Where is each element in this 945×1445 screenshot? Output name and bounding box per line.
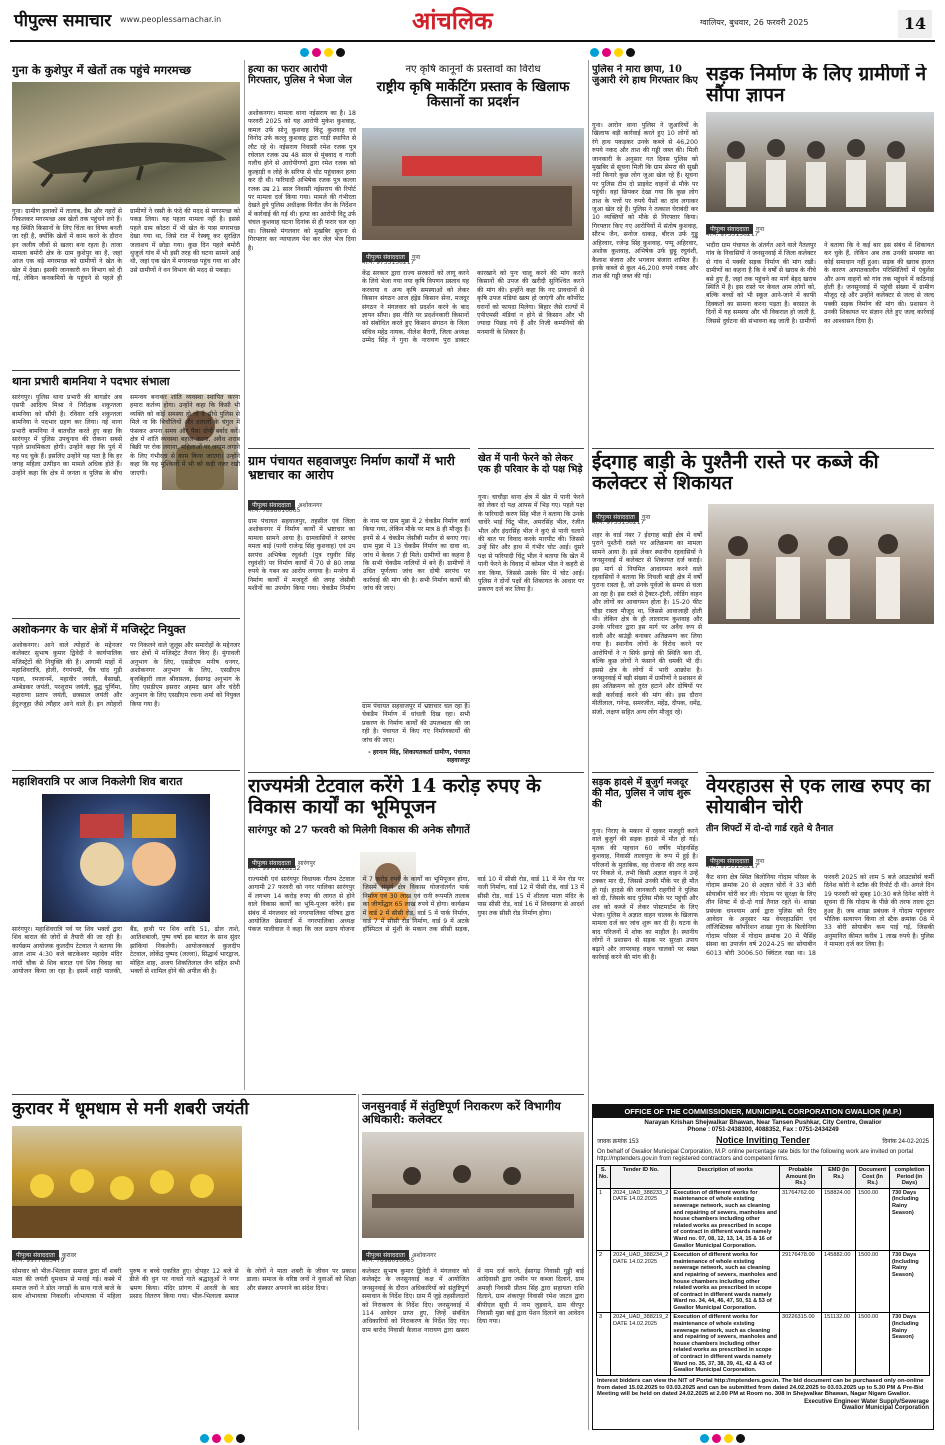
byline-place: सारंगपुर [297, 860, 316, 867]
article-body: सारंगपुर। पुलिस थाना प्रभारी की बागडोर अब एसपी आदित्य मिश्रा ने निरीक्षक शकुन्तला बामनिया को सौंपी है। रविवार रात्रि शकुन्तला बामनिया ने पदभार ग्रहण कर लिया। नई थाना प्रभारी बामनिया ने बातचीत करते हुए कहा कि सारंगपुर में पुलिस उपचुनाव की रोकना सबसे पहले प्राथमिकता होगी। उन्होंने कहा कि पुर्व में यह पद चुके हैं। इसलिए उन्होंने यह पता है कि हर जगह महिला उत्पीड़न का मामले अधिक होते हैं। उन्होंने कहा कि क्षेत्र में जनता व पुलिस के बीच समन्वय बनाकर शांति व्यवस्था स्थापित करना हमारा कर्तव्य होगा। उन्होंने कहा कि किसी भी व्यक्ति को कोई समस्या हो तो वे सीधे पुलिस से मिले ना कि बिचौलियों और दलालों के चंगुल में फंसकर अपना समय और पैसा दोनों बर्बाद करें। क्षेत्र में शांति व्यवस्था बहाल करना, अवैध शराब बिक्री पर रोक लगाना, महिलाओं पर लगाम लगाने के लिए गंभीरता से काम किया जाएगा। उन्होंने कहा कि यह मुश्किलों में भी को कड़ी नजर रखी जाएगी। [12, 394, 240, 477]
cyan-dot-icon [300, 48, 309, 57]
group-people-icon [708, 504, 934, 624]
col-amount: Probable Amount (In Rs.) [780, 1166, 822, 1189]
headline: अशोकनगर के चार क्षेत्रों में मजिस्ट्रेट नियुक्त [12, 623, 186, 636]
crowd-icon [12, 1126, 242, 1238]
cell-tender-id: 2024_UAD_388234_2 DATE 14.02.2025 [611, 1251, 671, 1313]
article-shabri-jayanti [12, 1094, 356, 1430]
byline-place: अशोकनगर [297, 502, 322, 509]
black-dot-icon [236, 1434, 245, 1443]
cell-tender-id: 2024_UAD_388219_2 DATE 14.02.2025 [611, 1313, 671, 1375]
headline: सड़क निर्माण के लिए ग्रामीणों ने सौंपा ज्ञापन [706, 64, 927, 107]
article-thana-prabhari [12, 370, 240, 614]
byline-place: अशोकनगर [411, 1252, 436, 1259]
tender-title: Notice Inviting Tender [716, 1135, 810, 1145]
cell-doc-cost: 1500.00 [856, 1251, 890, 1313]
headline: हत्या का फरार आरोपी गिरफ्तार, पुलिस ने भेजा जेल [248, 64, 352, 87]
table-row [597, 1251, 930, 1313]
col-sno: S. No. [597, 1166, 611, 1189]
article-khet-pani [478, 448, 584, 768]
divider [478, 448, 584, 449]
magenta-dot-icon [602, 48, 611, 57]
article-body-lead: शहर के वार्ड नंबर 7 ईदगाह बाड़ी क्षेत्र में वर्षों पुराने पुश्तैनी रास्ते पर अतिक्रमण का मामला सामने आया है। इसे लेकर स्थानीय रहवासियों ने जनसुनवाई में कलेक्टर से शिकायत दर्ज कराई। इस मार्ग से नियमित आवागमन करने वाले रहवासियों ने बताया कि निचली बाड़ी क्षेत्र में वर्षों पुराना रास्ता है, जो उनके पूर्वजों के समय से चला आ रहा है। इस रास्ते से ट्रैक्टर-ट्रॉली, लोडिंग वाहन और लोगों का आवागमन होता है। 15-20 फीट चौड़ा रास्ता मौजूद था, जिससे आवाजाही होती थी। लेकिन क्षेत्र के ही लालाराम कुशवाह और उनके परिवार द्वारा इस मार्ग पर अवैध रूप से वाली और बाउंड्री बनाकर अतिक्रमण कर लिया गया है। स्थानीय लोगों के विरोध करने पर आरोपियों ने न सिर्फ झगड़े की स्थिति बना दी, बल्कि कुछ लोगों ने फंसाने की धमकी भी दी। इससे क्षेत्र के लोगों में भारी आक्रोश है। जनसुनवाई में बड़ी संख्या में ग्रामीणों ने प्रशासन से इस अतिक्रमण को तुरंत हटाने और दोषियों पर कड़ी कार्रवाई करने की मांग की। इस दौरान मीतीलाल, गनेन्द्र, समरजीत, महेंद्र, दीपक, धमेंद्र, संजो, लक्षण सहित अन्य लोग मौजूद रहे। [592, 532, 702, 716]
byline-place: कुरावर [61, 1252, 77, 1259]
tender-date: दिनांक 24-02-2025 [882, 1139, 929, 1145]
quote-text: ग्राम पंचायत सहवाजपुर में भ्रष्टाचार चल रहा है। चेकडैम निर्माण में धांधली दिख रहा। सभी प्रकरण के निर्माण कार्यों की उपलब्धता की जा रही है। पंचायत में किए गए निर्माणकार्यों की जांच की जाए। [362, 703, 470, 744]
crocodile-icon [12, 82, 240, 204]
mobile-number: मो.नं. 9755130217 [706, 231, 759, 238]
mobile-number: मो.नं. 7898016065 [248, 507, 301, 514]
table-row [597, 1313, 930, 1375]
mobile-number: मो.नं. 9977883479 [12, 1257, 65, 1264]
cell-amount: 29176478.00 [780, 1251, 822, 1313]
article-jua-raid [592, 64, 698, 444]
villagers-photo [706, 112, 934, 212]
headline: महाशिवरात्रि पर आज निकलेगी शिव बारात [12, 775, 183, 788]
divider [12, 618, 240, 619]
mobile-number: मो.नं. 9755130217 [706, 863, 759, 870]
cell-tender-id: 2024_UAD_388233_2 DATE 14.02.2025 [611, 1188, 671, 1250]
col-tender-id: Tender ID No. [611, 1166, 671, 1189]
cell-description: Execution of different works for maintenance of whole existing sewerage network, such as cleaning and repairing of sewers, manholes and house chambers including other related works as prescribed in scope of contract in different wards namely Ward no. 35, 37, 38, 39, 41, 42 & 43 of Gwalior Municipal Corporation. [671, 1313, 780, 1375]
byline-label: पीपुल्स संवाददाता [706, 224, 753, 234]
cell-period: 730 Days (Including Rainy Season) [890, 1313, 930, 1375]
deity-icon [42, 794, 210, 922]
crocodile-photo [12, 82, 240, 204]
tender-phone: Phone : 0751-2438300, 4088352, Fax : 0751-2434249 [687, 1126, 839, 1133]
byline-label: पीपुल्स संवाददाता [362, 1250, 409, 1260]
article-body: गुना। ग्रामीण इलाकों में तालाब, डैम और नहरों से निकलकर मगरमच्छ अब खेतों तक पहुंचने लगे हैं। यह स्थिति किसानों के लिए चिंता का विषय बनती जा रही है, क्योंकि खेतों में काम करने के दौरान इन जलीय जीवों से खतरा बना रहता है। ताजा मामला बमोरी क्षेत्र के ग्राम कुशेपुर का है, जहां आज एक बड़े मगरमच्छ को ग्रामीणों ने खेत के खेत में देखा। इसकी जानकारी वन विभाग को दी गई, लेकिन कनकमियों के पहुंचने से पहले ही ग्रामीणों ने रस्सी के फंदे की मदद से मगरमच्छ को पकड़ लिया। यह पहला मामला नहीं है। इससे पहले ग्राम कोठरा में भी खेत के पास मगरमच्छ देखा गया था, जिसे रात में रेस्क्यू कर सुरक्षित जलाशय में छोड़ा गया। कुछ दिन पहले बमोरी थुजूर्ज गांव में भी इसी तरह की घटना सामने आई थी, जहां एक खेत में मगरमच्छ पहुंच गया था और उसे ग्रामीणों ने वन विभाग की मदद से पकड़ा। [12, 208, 240, 283]
divider [12, 770, 240, 771]
shiv-photo [42, 794, 210, 922]
protest-photo [362, 128, 584, 240]
divider [248, 772, 584, 773]
registration-marks-bottom [0, 1434, 945, 1444]
masthead-rule [10, 40, 935, 42]
quote-signature: - हरनाम सिंह, शिकायतकर्ता ग्रामीण, पंचायत सहवाजपुर [368, 749, 470, 765]
cell-doc-cost: 1500.00 [856, 1188, 890, 1250]
article-body: सारंगपुर। महाशिवरात्रि पर्व पर शिव भक्तों द्वारा शिव बारात की जोरों से तैयारी की जा रही है। कार्यक्रम आयोजक कुलदीप टेटवाल ने बताया कि आज शाम 4:30 बजे बाटकेश्वर महादेव मंदिर गांधी चौक से शिव बारात एवं शिव विवाह का आयोजन किया जा रहा है। इसमें शाही पालकी, बैंड, हाथी पर शिव शादि 51, ढोल ताशे, आतिशबाजी, पुष्प वर्षा इस बारात के साथ सुंदर झांकियां निकलेगी। आयोजनकर्ता कुलदीप टेटवाल, लोकेंद्र पुष्पद (लल्ला), सिद्धार्थ भारद्वाज, मोहित शाह, अजय शिकतिलाल जैन सहित सभी भक्तों से शामिल होने की अपील की है। [12, 926, 240, 976]
yellow-dot-icon [324, 48, 333, 57]
meeting-icon [362, 1132, 584, 1238]
article-body: ग्राम पंचायत सहवाजपुर, तहसील एवं जिला अशोकनगर में निर्माण कार्यों में भ्रष्टाचार का मामला सामने आया है। ग्रामवासियों ने सरपंच ममता बाई (पत्नी राजेन्द्र सिंह कुशवाह) एवं उप सरपंच अभिषेक रघुवंशी (पुत्र रघुवीर सिंह रघुवंशी) पर निर्माण कार्यों में 70 से 80 लाख रुपये के गबन का आरोप लगाया है। मनरेगा में निर्माण कार्यों में मजदूरों की जगह जेसीबी मशीनों का उपयोग किया गया। चेकडैम निर्माण के नाम पर ग्राम मुन्ना में 2 चेकडैम निर्माण कार्य किया गया, लेकिन मौके पर मात्र 8 ही मौजूद हैं। इनमें से 4 चेकडैम जेसीबी मशीन से बनाए गए। ग्राम मुन्ना में 13 चेकडैम निर्माण का दावा था, जांच में केवल 7 ही मिले। ग्रामीणों का कहना है कि सभी चेकडैम नालियों में बने हैं। ग्रामीणों ने उचित पूर्णतया जांच कर दोषी सरपंच पर कार्रवाई की मांग की है। सभी निर्माण कार्यों की जांच की जाए। [248, 518, 470, 593]
tender-notice [592, 1104, 934, 1430]
byline-place: गुना [641, 514, 651, 521]
cyan-dot-icon [700, 1434, 709, 1443]
headline: ईदगाह बाड़ी के पुश्तैनी रास्ते पर कब्जे की कलेक्टर से शिकायत [592, 451, 879, 495]
tender-table [596, 1165, 930, 1376]
article-body: कलेक्टर सुभाष कुमार द्विवेदी ने मंगलवार को कलेक्ट्रेट के जनसुनवाई कक्ष में आयोजित जनसुनवाई के दौरान अधिकारियों को संतुष्टिपूर्ण समाधान के निर्देश दिए। ग्राम मैं जुड़े तहसीलदारों को निराकरण के निर्देश दिए। जनसुनवाई में 114 आवेदन प्राप्त हुए, जिन्हें संबंधित अधिकारियों को निराकरण के निर्देश दिए गए। ग्राम बारोद निवासी कैलाश नारायण द्वारा खसरा में नाम दर्ज करने, ईसागढ़ निवासी गुड्डी बाई आदिवासी द्वारा जमीन पर कब्जा दिलाने, ग्राम अमाही निवासी प्रीतम सिंह द्वारा सहायता राशि दिलाने, ग्राम शंकरपुर निवासी रमेश जाटव द्वारा बीपीएल सूची में नाम जुड़वाने, ग्राम वीरपुर निवासी मुन्ना बाई द्वारा पेंशन दिलाने का आवेदन दिया गया। [362, 1268, 584, 1334]
headline: पुलिस ने मारा छापा, 10 जुआरी रंगे हाथ गिरफ्तार किए [592, 64, 698, 87]
article-idgah-encroachment [592, 448, 934, 768]
byline-place: गुना [411, 254, 421, 261]
column-rule [244, 60, 245, 1090]
cell-description: Execution of different works for maintenance of whole existing sewerage network, such as cleaning and repairing of sewers, manholes and house chambers including other related works as prescribed in scope of contract in different wards namely Ward no. 07, 08, 12, 13, 14, 15 & 16 of Gwalior Municipal Corporation. [671, 1188, 780, 1250]
cell-period: 730 Days (Including Rainy Season) [890, 1251, 930, 1313]
cell-sno: 3 [597, 1313, 611, 1375]
headline: सड़क हादसे में बुजुर्ग मजदूर की मौत, पुलिस ने जांच शुरू की [592, 777, 691, 810]
magenta-dot-icon [312, 48, 321, 57]
article-body: अशोकनगर। मामला थाना नईसराय का है। 18 फरवरी 2025 को यह आरोपी मुकेश कुशवाह, कमल उर्फ सोनू कुशवाह किंटू कुशवाह एवं विनोद उर्फ कल्लु कुशवाह द्वारा गाड़ी स्थापित से लौट रहे थे। नईसराय निवासी रमेश रजक पुत्र रघेलाल रजक उम्र 48 साल से मुंबवाद व गाली गलौच होने से आरोपीगणों द्वारा रमेश रजक को कुल्हाड़ी व लोहे के सरिया से चोट पहुंचाकर हत्या कर दी थी। फरियादी अभिषेक रजक पुत्र कल्ला रजक उम्र 21 साल निवासी नईसराय की रिपोर्ट पर मामला दर्ज किया गया। मामले की गंभीरता देखते हुये पुलिस अधीक्षक विनीत जैन के निर्देशन में कार्रवाई की गई थी। हत्या का आरोपी विटू उर्फ चंचल कुशवाह घटना दिनांक से ही फरार चल रहा था। जिसको मंगलवार को मुखबिर सूचना से गिरफ्तार कर न्यायालय पेश कर जेल भेज दिया है। [248, 110, 356, 252]
article-magistrate [12, 618, 240, 766]
headline: कुरावर में धूमधाम से मनी शबरी जयंती [12, 1099, 249, 1119]
headline: खेत में पानी फेरने को लेकर एक ही परिवार के दो पक्ष भिड़े [478, 453, 583, 475]
table-row [597, 1188, 930, 1250]
black-dot-icon [626, 48, 635, 57]
mobile-number: मो.नं. 9755130217 [362, 259, 415, 266]
magenta-dot-icon [212, 1434, 221, 1443]
cyan-dot-icon [590, 48, 599, 57]
procession-photo [12, 1126, 242, 1238]
cell-emd: 158824.00 [822, 1188, 856, 1250]
yellow-dot-icon [724, 1434, 733, 1443]
magenta-dot-icon [712, 1434, 721, 1443]
mobile-number: मो.नं. 7898016065 [362, 1257, 415, 1264]
divider [12, 1094, 356, 1095]
article-body: राज्यमंत्री एवं सारंगपुर विधायक गौतम टेटवाल आगामी 27 फरवरी को नगर पालिका सारंगपुर में लगभग 14 करोड़ रुपए की लागत से होने वाले विकास कार्यों का भूमि-पूजन करेंगे। इस संबंध में मंगलवार को नगरपालिका परिषद द्वारा आयोजित प्रेसवार्ता में नगरपालिका अध्यक्ष पंकज पालीवाल ने कहा कि जल प्रदाय योजना में 7 करोड़ रुपये के कार्यों का भूमिपूजन होगा, जिसमें संपूर्ण क्षेत्र विकास योजनांतर्गत पार्क निर्माण एवं 30 लाख एवं रानी रूपमति तालाब का जीर्णोद्धार 65 लाख रुपये में होगा। कार्यक्रम में वार्ड 2 में सीसी रोड, वार्ड 5 में पार्क निर्माण, वार्ड 7 में सीसी रोड निर्माण, वार्ड 9 में अटके हॉस्पिटल से मुंशी के मकान तक सीसी सड़क, वार्ड 10 में सीसी रोड, वार्ड 11 में मेन रोड पर नाली निर्माण, वार्ड 12 में पीसी रोड, वार्ड 13 में सीसी रोड, वार्ड 15 में शीतला माता मंदिर के पास सीसी रोड, वार्ड 16 में शिवसागर से आदर्श गुफा तक सीसी रोड निर्माण होगा। [248, 876, 584, 934]
column-rule [588, 60, 589, 1430]
black-dot-icon [736, 1434, 745, 1443]
article-soyabean-theft [706, 772, 934, 1090]
article-body: गुना। चाचौड़ा थाना क्षेत्र में खेत में पानी फेरने को लेकर दो पक्ष आपस में भिड़ गए। पहले पक्ष के फरियादी करण सिंह भील ने बताया कि उनके चाचेरे भाई चिंटू भील, अमरसिंह भील, रंजीत भील और इंदरसिंह भील ने कुएं से पानी चलाने की बात पर विवाद करके मारपीट की। जिससे उन्हें सिर और हाथ में गंभीर चोट आई। दूसरे पक्ष से फरियादी चिंटू भील ने बताया कि खेत में पानी फेरने के विवाद में कोमल भील ने कहरी से वार किया, जिससे उसके सिर में चोट आई। पुलिस ने दोनों पक्षों की शिकायत के आधार पर प्रकरण दर्ज कर लिया है। [478, 494, 584, 594]
kicker: नए कृषि कानूनों के प्रस्तावों का विरोध [405, 64, 541, 75]
quote-box [362, 702, 470, 766]
article-kisan-protest [362, 64, 584, 444]
article-body: गुना। आरोन थाना पुलिस ने जुआरियों के खिलाफ बड़ी कार्रवाई करते हुए 10 लोगों को रंगे हाथ पकड़कर उनके कब्जे से 46,200 रुपये नकद और ताश की गड्डी जब्त की। मिली जानकारी के अनुसार गत दिवस पुलिस को मुखबिर से सूचना मिली कि ग्राम सेमरा की सूखी नदी किनारे कुछ लोग जुआ खेल रहे हैं। सूचना पर पुलिस टीम दो प्राइवेट वाहनों से मौके पर पहुंची। वहां छिपकर देखा गया कि कुछ लोग ताश के पत्तों पर रुपये पैसों का दांव लगाकर जुआ खेल रहे हैं। पुलिस ने तत्काल घेराबंदी कर 10 व्यक्तियों को मौके से गिरफ्तार किया। गिरफ्तार किए गए आरोपियों में संतोष कुशवाह, सौरभ जैन, सनोज धाकड़, बीरज उर्फ गुड्डू अहिरवार, रजेन्द्र सिंह कुशवाह, पप्पू अहिरवार, अशोक कुशवाह, अभिषेक उर्फ छुट्टू रघुवंशी, कैलाश बंजारा और भगवान बंजारा शामिल हैं। इनके कब्जे से कुल 46,200 रुपये नकद और ताश की गड्डी जब्त की गई। [592, 122, 698, 281]
byline-label: पीपुल्स संवाददाता [362, 252, 409, 262]
byline-label: पीपुल्स संवाददाता [248, 500, 295, 510]
yellow-dot-icon [224, 1434, 233, 1443]
cell-period: 730 Days (Including Rainy Season) [890, 1188, 930, 1250]
byline-label: पीपुल्स संवाददाता [706, 856, 753, 866]
cell-emd: 151132.00 [822, 1313, 856, 1375]
article-body: भदौरा ग्राम पंचायत के अंतर्गत आने वाले नैतलपुर गांव के निवासियों ने जनसुनवाई में जिला कलेक्टर से गांव में पक्की सड़क निर्माण की मांग रखी। ग्रामीणों का कहना है कि वे वर्षों से खराब के नीचे बसे हुए हैं, जहां तक पहुंचने का मार्ग बेहद खराब स्थिति में है। इस रास्ते पर केवल आम लोगों को, बल्कि बच्चों को भी स्कूल आने-जाने में काफी दिक्कतों का सामना करना पड़ता है। बरसात के दिनों में यह समस्या और भी विकराल हो जाती है, जिससे दुर्घटना की संभावना बढ़ जाती है। ग्रामीणों ने बताया कि वे कई बार इस संबंध में शिकायत कर चुके हैं, लेकिन अब तक उनकी समस्या का कोई समाधान नहीं हुआ। सड़क की खराब हालत के कारण आपातकालीन परिस्थितियों में एंबुलेंस और अन्य वाहनों को गांव तक पहुंचने में कठिनाई होती है। जनसुनवाई में पहुंची संख्या में ग्रामीण मौजूद रहे और उन्होंने कलेक्टर से जल्द से जल्द पक्की सड़क निर्माण की मांग की। प्रशासन ने उनकी शिकायत पर संज्ञान लेते हुए जल्द कार्रवाई का आश्वासन दिया है। [706, 242, 934, 325]
byline-label: पीपुल्स संवाददाता [592, 512, 639, 522]
divider [592, 448, 934, 449]
column-rule [358, 1094, 359, 1430]
headline: थाना प्रभारी बामनिया ने पदभार संभाला [12, 375, 170, 388]
article-body: कैंट थाना क्षेत्र स्थित बिलोनिया गोदाम परिसर के गोदाम क्रमांक 20 से अज्ञात चोरों ने 33 बोरी सोयाबीन चोरी कर ली। गोदाम पर सुरक्षा के लिए तीन शिफ्ट में दो-दो गार्ड तैनात रहते थे। शाखा प्रबंधक धनश्याम आर्य द्वारा पुलिस को दिए आवेदन के अनुसार मप्र वेयरहाउसिंग एवं लॉजिस्टिक्स कॉर्पोरेशन शाखा गुना के बिलोनिया गोदाम परिसर में गोदाम क्रमांक 20 में भैसिंह संस्था का उपार्जन वर्ष 2024-25 का सोयाबीन 6013 बोरी 3006.50 क्विंटल रखा था। 18 फरवरी 2025 को शाम 5 बजे आउटसोर्स कर्मी दिनेश कोरी ने स्टॉक की रिपोर्ट दी थी। अगले दिन 19 फरवरी को सुबह 10:30 बजे दिनेश कोरी ने सूचना दी कि गोदाम के पीछे की तरफ ताला टूटा हुआ है। जब शाखा प्रबंधक ने गोदाम पहुंचकर भौतिक सत्यापन किया तो स्टैक क्रमांक 08 में 33 बोरी सोयाबीन कम पाई गई, जिसकी अनुमानित कीमत करीब 1 लाख रुपये है। पुलिस ने मामला दर्ज कर लिया है। [706, 874, 934, 957]
byline-place: गुना [755, 226, 765, 233]
col-emd: EMD (In Rs.) [822, 1166, 856, 1189]
yellow-dot-icon [614, 48, 623, 57]
cell-sno: 1 [597, 1188, 611, 1250]
article-murder-accused [248, 64, 356, 444]
subheadline: तीन शिफ्टों में दो-दो गार्ड रहते थे तैनात [706, 823, 834, 834]
tender-footer: Interest bidders can view the NIT of Portal http://mptenders.gov.in. The bid document can be purchased only on-online from dated 15.02.2025 to 03.03.2025 and can be submitted from dated 24.02.2025 to 03.03.2025 up to 5.30 PM & Pre-Bid Meeting will be held on dated 24.02.2025 at 2.00 PM at Room no. 308 in Shejwalkar Bhawan, Nagar Nigam Gwalior. [597, 1377, 924, 1398]
cell-doc-cost: 1500.00 [856, 1313, 890, 1375]
subheadline: सारंगपुर को 27 फरवरी को मिलेगी विकास की अनेक सौगातें [248, 824, 470, 836]
cell-sno: 2 [597, 1251, 611, 1313]
article-shiv-barat [12, 770, 240, 1020]
complainants-photo [708, 504, 934, 624]
page-number: 14 [898, 10, 932, 38]
tender-signature-org: Gwalior Municipal Corporation [841, 1405, 929, 1412]
cell-emd: 145882.00 [822, 1251, 856, 1313]
divider [12, 370, 240, 371]
headline: गुना के कुशेपुर में खेतों तक पहुंचे मगरमच्छ [12, 64, 191, 77]
divider [706, 772, 934, 773]
jansunvai-photo [362, 1132, 584, 1238]
tender-intro: On behalf of Gwalior Municipal Corporation, M.P. online percentage rate bids for the following work are invited on portal http://mptenders.gov.in from registered contractors and competent firms. [597, 1149, 914, 1162]
article-road-memorandum [706, 64, 934, 442]
cell-description: Execution of different works for maintenance of whole existing sewerage network, such as cleaning and repairing of sewers, manholes and house chambers including other related works as prescribed in scope of contract in different wards namely Ward no. 34, 44, 46, 47, 50, 51 & 53 of Gwalior Municipal Corporation. [671, 1251, 780, 1313]
tender-office: OFFICE OF THE COMMISSIONER, MUNICIPAL CORPORATION GWALIOR (M.P.) [593, 1105, 933, 1118]
divider [362, 1094, 584, 1095]
tender-address: Narayan Krishan Shejwalkar Bhawan, Near Tansen Pushkar, City Centre, Gwalior [644, 1119, 882, 1126]
headline: राष्ट्रीय कृषि मार्केटिंग प्रस्ताव के खिलाफ किसानों का प्रदर्शन [376, 78, 570, 111]
byline-label: पीपुल्स संवाददाता [248, 858, 295, 868]
brand-logo: पीपुल्स समाचार [14, 11, 112, 31]
table-header-row [597, 1166, 930, 1189]
mobile-number: मो.नं. 9977018132 [248, 865, 301, 872]
section-title: आंचलिक [412, 6, 493, 35]
headline: ग्राम पंचायत सहवाजपुरः निर्माण कार्यों में भारी भ्रष्टाचार का आरोप [248, 453, 455, 483]
col-description: Description of works [671, 1166, 780, 1189]
cell-amount: 30226315.00 [780, 1313, 822, 1375]
article-body: अशोकनगर। आने वाले त्योहारों के मद्देनजर कलेक्टर सुभाष कुमार द्विवेदी ने कार्यपालिक मजिस्ट्रेटों की नियुक्ति की है। आगामी माहों में महाशिवरात्रि, होली, रंगपंचमी, चैत्र चांद गुड़ी पड़वा, रमजानमें, महावीर जयंती, बैसाखी, अम्बेडकर जयंती, परशुराम जयंती, बुद्ध पूर्णिमा, महाराणा प्रताप जयंती, छत्रसाल जयंती और ईदुज्जुहा जैसे त्यौहार आने वाले हैं। इन त्योहारों पर निकलने वाले जुलूस और समारोहों के मद्देनजर चार क्षेत्रों में मजिस्ट्रेट तैनात किए हैं। मुंगावली अनुभाग के लिए, एसडीएम मनीष धनगर, अशोकनगर अनुभाग के लिए, एसडीएम बृजबिहारी लाल श्रीवास्तव, ईसागढ़ अनुभाग के लिए एसडीएम इसरार अहमद खान और चंदेरी अनुभाग के लिए एसडीएम रचना शर्मा को नियुक्त किया गया है। [12, 642, 240, 708]
col-period: completion Period (in Days) [890, 1166, 930, 1189]
site-url[interactable]: www.peoplessamachar.in [120, 15, 222, 24]
registration-marks-top [300, 48, 645, 58]
article-minister-bhoomipujan [248, 772, 584, 1090]
article-body: केंद्र सरकार द्वारा राज्य सरकारों को लागू करने के लिये भेजा गया नया कृषि विपणन प्रस्ताव यह करवाया व अन्य कृषि समस्याओं को लेकर किसान संगठन आज हंड्रेड किसान सेना, मजदूर संगठन ने मंगलवार को प्रदर्शन करने के बाद ज्ञापन सौंपा। इस नीति पर प्रदर्शनकारी किसानों को संबोधित करते हुए किसान संगठन के जिला सचिव महेंद्र नायक, नीलेश बैरागी, जिला अध्यक्ष उम्मेद सिंह ने गुना के नारायण पुरा डाक्टर कारखाने को पुनः चालू करने की मांग करते किसानों की उपज की खरीदी सुनिश्चित करने की मांग की। इन्होंने कहा कि नए प्रावधानों से कृषि उपज मंडियां खत्म हो जाएंगी और कॉर्पोरेट घरानों को फायदा मिलेगा। बिहार जैसे राज्यों में एपीएमसी मंडियां न होने से किसान और भी ज्यादा पिछड़ गये हैं और निजी कम्पनियों की मनमानी के शिकार हैं। [362, 270, 584, 345]
masthead [0, 0, 945, 44]
group-people-icon [706, 112, 934, 212]
protest-crowd-icon [362, 128, 584, 240]
tender-ref: जावक क्रमांक 153 [597, 1139, 639, 1145]
headline: वेयरहाउस से एक लाख रुपए का सोयाबीन चोरी [706, 775, 931, 819]
article-crocodile [12, 64, 240, 364]
cell-amount: 31764762.00 [780, 1188, 822, 1250]
article-gram-panchayat [248, 448, 470, 768]
headline: जनसुनवाई में संतुष्टिपूर्ण निराकरण करें विभागीय अधिकारी: कलेक्टर [362, 1099, 561, 1127]
byline-place: गुना [755, 858, 765, 865]
article-body: गुना। निराए के मकान में रहकर मजदूरी करने वाले बुजुर्ग की सड़क हादसे में मौत हो गई। मृतक की पहचान 60 वर्षीय मोहनसिंह कुशवाह, निवासी तालापुरा के रूप में हुई है। परिजनों के मुताबिक, वह रोजाना की तरह काम पर निकले थे, तभी किसी अज्ञात वाहन ने उन्हें टक्कर मार दी, जिससे उनकी मौके पर ही मौत हो गई। हादसे की जानकारी राहगीरों ने पुलिस को दी, जिसके बाद पुलिस मौके पर पहुंची और शव को कब्जे में लेकर पोस्टमार्टम के लिए भेजा। पुलिस ने अज्ञात वाहन चालक के खिलाफ मामला दर्ज कर जांच शुरू कर दी है। घटना के बाद परिजनों में शोक का माहौल है। स्थानीय लोगों ने प्रशासन से सड़क पर सुरक्षा उपाय बढ़ाने और लापरवाह वाहन चालकों पर सख्त कार्रवाई करने की मांग की है। [592, 828, 698, 962]
divider [592, 772, 698, 773]
dateline: ग्वालियर, बुधवार, 26 फरवरी 2025 [700, 18, 809, 27]
cyan-dot-icon [200, 1434, 209, 1443]
byline-label: पीपुल्स संवाददाता [12, 1250, 59, 1260]
article-jansunvai [362, 1094, 584, 1430]
article-road-accident [592, 772, 698, 1090]
black-dot-icon [336, 48, 345, 57]
divider [248, 448, 470, 449]
tender-signature: Executive Engineer Water Supply/Sewerage [804, 1399, 929, 1406]
mobile-number: मो.नं. 9755130217 [592, 519, 645, 526]
headline: राज्यमंत्री टेटवाल करेंगे 14 करोड़ रुपए के विकास कार्यों का भूमिपूजन [248, 775, 541, 819]
col-doc-cost: Document Cost (In Rs.) [856, 1166, 890, 1189]
article-body: सोमवार को भील-भिलाला समाज द्वारा माँ शबरी माता की जयंती धूमधाम से मनाई गई। कस्बे में समाज जनों ने डोल नगाड़ों के साथ गाजे बाजे के साथ शोभायात्रा निकाली। शोभायात्रा में महिला पुरुष व बच्चे एकत्रित हुए। दोपहर 12 बजे से डीजे की धुन पर नाचते गाते श्रद्धालुओं ने नगर भ्रमण किया। मंदिर प्रांगण में आरती के बाद प्रसाद वितरण किया गया। भील-भिलाला समाज के लोगों ने माता शबरी के जीवन पर प्रकाश डाला। समाज के वरिष्ठ जनों ने युवाओं को शिक्षा और संस्कार अपनाने का संदेश दिया। [12, 1268, 356, 1301]
